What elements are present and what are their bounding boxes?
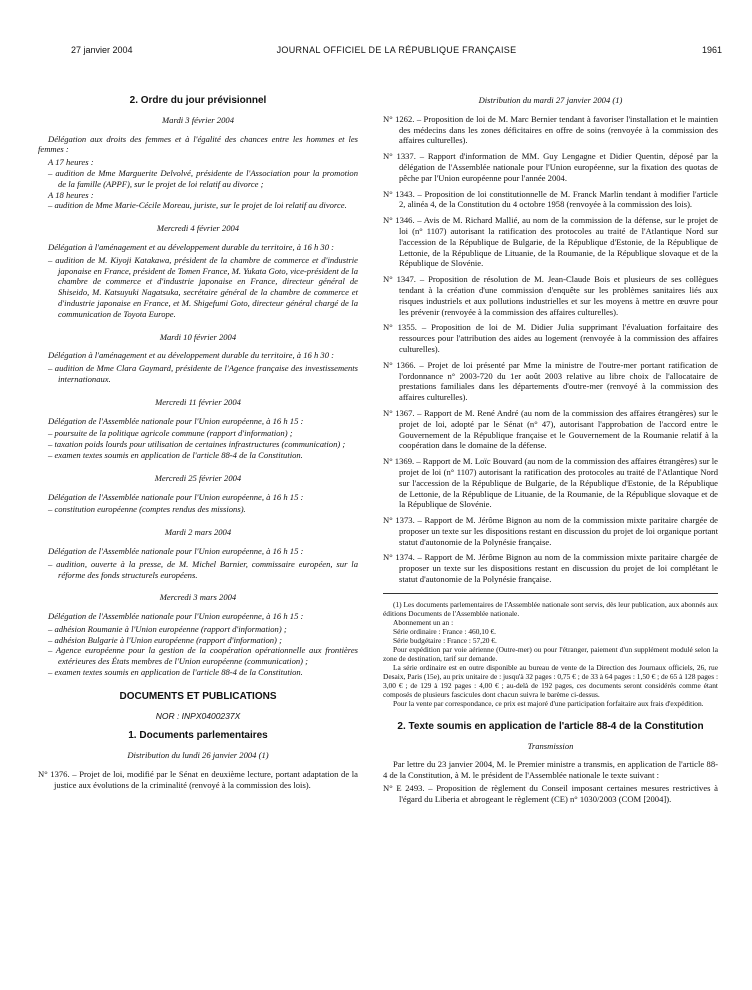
agenda-intro: Délégation de l'Assemblée nationale pour l'Union européenne, à 16 h 15 : bbox=[48, 491, 304, 502]
agenda-intro: Délégation à l'aménagement et au développement durable du territoire, à 16 h 30 : bbox=[48, 241, 335, 252]
documents-heading: DOCUMENTS ET PUBLICATIONS bbox=[119, 690, 277, 702]
agenda-item: – taxation poids lourds pour utilisation de certaines infrastructures (communication) ; bbox=[48, 439, 346, 450]
footnote: Pour la vente par correspondance, ce prix est majoré d'une participation forfaitaire aux frais d'expédition. bbox=[393, 698, 704, 708]
transmission-label: Transmission bbox=[527, 740, 574, 751]
document-entry: N° 1355. – Proposition de loi de M. Didier Julia supprimant l'évaluation forfaitaire des ressources pour l'attribution des aides au logement (renvoyée à la commission des affaires culturelles). bbox=[383, 322, 718, 354]
footnote: La série ordinaire est en outre disponible au bureau de vente de la Direction des Journaux officiels, 26, rue Desaix, Paris (15e), au prix unitaire de : jusqu'à 32 pages : 0,75 € ; de 33 à 64 pages : 1,50 € ; de 65 à 128 pages : 3,00 € ; de 129 à 192 pages : 4,00 € ; au-delà de 192 pages, ces documents seront considérés comme étant composés de plusieurs fascicules dont chacun suivra le barème ci-dessus. bbox=[383, 662, 718, 699]
distribution-date: Distribution du mardi 27 janvier 2004 (1) bbox=[478, 95, 623, 105]
agenda-item: – audition de Mme Marguerite Delvolvé, présidente de l'Association pour la promotion de la famille (APPF), sur le projet de loi relatif au divorce ; bbox=[48, 167, 358, 189]
footnote: Pour expédition par voie aérienne (Outre-mer) ou pour l'étranger, paiement d'un supplément modulé selon la zone de destination, tarif sur demande. bbox=[383, 644, 718, 663]
agenda-date: Mercredi 25 février 2004 bbox=[154, 472, 242, 483]
document-entry: N° 1369. – Rapport de M. Loïc Bouvard (au nom de la commission des affaires étrangères) sur le projet de loi (n° 1107) autorisant la ratification des protocoles au traité de l'Atlantique Nord sur l'accession de la République de Bulgarie, de la République d'Estonie, de la République de Lettonie, de la République de Lituanie, de la Roumanie, de la République slovaque et de la République de Slovénie. bbox=[383, 456, 718, 510]
footnote: (1) Les documents parlementaires de l'Assemblée nationale sont servis, dès leur publication, aux abonnés aux éditions Documents de l'Assemblée nationale. bbox=[383, 599, 718, 618]
document-entry: N° 1346. – Avis de M. Richard Mallié, au nom de la commission de la défense, sur le projet de loi (n° 1107) autorisant la ratification des protocoles au traité de l'Atlantique Nord sur l'accession de la République de Bulgarie, de la République d'Estonie, de la République de Lettonie, de la République de Lituanie, de la Roumanie, de la République slovaque et de la République de Slovénie. bbox=[383, 215, 718, 269]
agenda-item: – constitution européenne (comptes rendus des missions). bbox=[48, 504, 246, 515]
agenda-hour: A 17 heures : bbox=[48, 157, 94, 168]
agenda-intro: Délégation aux droits des femmes et à l'égalité des chances entre les hommes et les femmes : bbox=[38, 133, 358, 155]
document-entry: N° 1262. – Proposition de loi de M. Marc Bernier tendant à favoriser l'installation et le maintien des médecins dans les zones déficitaires en offre de soins (renvoyée à la commission des affaires culturelles). bbox=[383, 113, 718, 146]
document-entry: N° 1343. – Proposition de loi constitutionnelle de M. Franck Marlin tendant à modifier l'article 2, alinéa 4, de la Constitution du 4 octobre 1958 (renvoyée à la commission des lois). bbox=[383, 188, 718, 210]
left-column bbox=[38, 90, 358, 796]
transmission-paragraph: Par lettre du 23 janvier 2004, M. le Premier ministre a transmis, en application de l'article 88-4 de la Constitution, à M. le président de l'Assemblée nationale le texte suivant : bbox=[383, 759, 718, 781]
agenda-item: – audition de Mme Clara Gaymard, présidente de l'Agence française des investissements internationaux. bbox=[48, 363, 358, 384]
agenda-item: – audition de Mme Marie-Cécile Moreau, juriste, sur le projet de loi relatif au divorce. bbox=[48, 200, 347, 211]
page-header bbox=[71, 45, 722, 59]
agenda-date: Mardi 10 février 2004 bbox=[159, 331, 237, 342]
distribution-date: Distribution du lundi 26 janvier 2004 (1) bbox=[127, 750, 269, 761]
agenda-date: Mercredi 4 février 2004 bbox=[156, 223, 240, 234]
agenda-block bbox=[38, 115, 358, 211]
agenda-item: – poursuite de la politique agricole commune (rapport d'information) ; bbox=[48, 428, 293, 439]
agenda-heading: 2. Ordre du jour prévisionnel bbox=[129, 95, 267, 106]
agenda-item: – audition, ouverte à la presse, de M. Michel Barnier, commissaire européen, sur la réforme des fonds structurels européens. bbox=[48, 558, 358, 580]
agenda-hour: A 18 heures : bbox=[48, 189, 94, 200]
document-entry: N° 1347. – Proposition de résolution de M. Jean-Claude Bois et plusieurs de ses collègues tendant à la création d'une commission d'enquête sur les problèmes sanitaires liés aux risques industriels et aux pollutions industrielles et sur les moyens à mettre en œuvre pour les prévenir (renvoyée à la commission des affaires culturelles). bbox=[383, 274, 718, 317]
agenda-block bbox=[38, 527, 358, 580]
document-entry: N° 1376. – Projet de loi, modifié par le Sénat en deuxième lecture, portant adaptation de la justice aux évolutions de la criminalité (renvoyé à la commission des lois). bbox=[38, 769, 358, 790]
agenda-intro: Délégation de l'Assemblée nationale pour l'Union européenne, à 16 h 15 : bbox=[48, 415, 304, 426]
agenda-block bbox=[38, 397, 358, 461]
nor-reference: NOR : INPX0400237X bbox=[155, 710, 241, 721]
agenda-block bbox=[38, 332, 358, 385]
agenda-block bbox=[38, 223, 358, 319]
document-entry: N° 1367. – Rapport de M. René André (au nom de la commission des affaires étrangères) sur le projet de loi, adopté par le Sénat (n° 47), autorisant l'approbation de l'accord entre le Gouvernement de la République française et le Gouvernement de la Roumanie relatif à la coopération dans le domaine de la défense. bbox=[383, 407, 718, 451]
agenda-item: – adhésion Bulgarie à l'Union européenne (rapport d'information) ; bbox=[48, 634, 282, 645]
agenda-item: – adhésion Roumanie à l'Union européenne (rapport d'information) ; bbox=[48, 623, 287, 634]
header-date: 27 janvier 2004 bbox=[71, 45, 133, 55]
agenda-intro: Délégation de l'Assemblée nationale pour l'Union européenne, à 16 h 15 : bbox=[48, 611, 304, 622]
agenda-item: – examen textes soumis en application de l'article 88-4 de la Constitution. bbox=[48, 667, 303, 678]
footnote: Abonnement un an : bbox=[393, 617, 454, 627]
footnote-divider bbox=[383, 593, 718, 594]
right-column bbox=[383, 90, 718, 810]
footnote: Série ordinaire : France : 460,10 €. bbox=[393, 626, 497, 636]
document-entry: N° 1366. – Projet de loi présenté par Mme la ministre de l'outre-mer portant ratification de l'ordonnance n° 2003-720 du 1er août 2003 relative au libre choix de l'allocataire de prestations familiales dans les départements d'outre-mer (renvoyé à la commission des affaires culturelles). bbox=[383, 359, 718, 403]
agenda-date: Mercredi 3 mars 2004 bbox=[159, 592, 237, 603]
agenda-date: Mercredi 11 février 2004 bbox=[155, 396, 241, 407]
document-entry: N° E 2493. – Proposition de règlement du Conseil imposant certaines mesures restrictives à l'égard du Liberia et abrogeant le règlement (CE) n° 1030/2003 (COM [2004]). bbox=[383, 783, 718, 804]
documents-subheading: 1. Documents parlementaires bbox=[128, 730, 268, 742]
section-88-4-heading: 2. Texte soumis en application de l'article 88-4 de la Constitution bbox=[397, 720, 704, 732]
agenda-block bbox=[38, 473, 358, 515]
agenda-item: – audition de M. Kiyoji Katakawa, président de la chambre de commerce et d'industrie japonaise en France, président de Tomen France, M. Yukata Goto, vice-président de la chambre de commerce et d'industrie japonaise en France, directeur général de Shiseido, M. Katsuyuki Nagatsuka, secrétaire général de la chambre de commerce et d'industrie japonaise en France, et M. Shigefumi Goto, directeur général chargé de la communication de Toyota Europe. bbox=[48, 254, 358, 319]
page-number: 1961 bbox=[701, 45, 722, 55]
header-title: JOURNAL OFFICIEL DE LA RÉPUBLIQUE FRANÇAISE bbox=[276, 45, 517, 55]
document-entry: N° 1373. – Rapport de M. Jérôme Bignon au nom de la commission mixte paritaire chargée de proposer un texte sur les dispositions restant en discussion du projet de loi organique portant statut d'autonomie de la Polynésie française. bbox=[383, 515, 718, 547]
document-entry: N° 1374. – Rapport de M. Jérôme Bignon au nom de la commission mixte paritaire chargée de proposer un texte sur les dispositions restant en discussion du projet de loi complétant le statut d'autonomie de la Polynésie française. bbox=[383, 552, 718, 585]
agenda-item: – Agence européenne pour la gestion de la coopération opérationnelle aux frontières extérieures des États membres de l'Union européenne (communication) ; bbox=[48, 645, 358, 667]
agenda-date: Mardi 3 février 2004 bbox=[161, 114, 234, 125]
agenda-item: – examen textes soumis en application de l'article 88-4 de la Constitution. bbox=[48, 449, 303, 460]
agenda-intro: Délégation de l'Assemblée nationale pour l'Union européenne, à 16 h 15 : bbox=[48, 545, 304, 556]
document-entry: N° 1337. – Rapport d'information de MM. Guy Lengagne et Didier Quentin, déposé par la délégation de l'Assemblée nationale pour l'Union européenne, sur la fixation des quotas de pêche par l'Union européenne pour l'année 2004. bbox=[383, 151, 718, 183]
footnote: Série budgétaire : France : 57,20 €. bbox=[393, 635, 497, 645]
agenda-block bbox=[38, 592, 358, 678]
agenda-intro: Délégation à l'aménagement et au développement durable du territoire, à 16 h 30 : bbox=[48, 350, 335, 361]
agenda-date: Mardi 2 mars 2004 bbox=[164, 527, 232, 538]
